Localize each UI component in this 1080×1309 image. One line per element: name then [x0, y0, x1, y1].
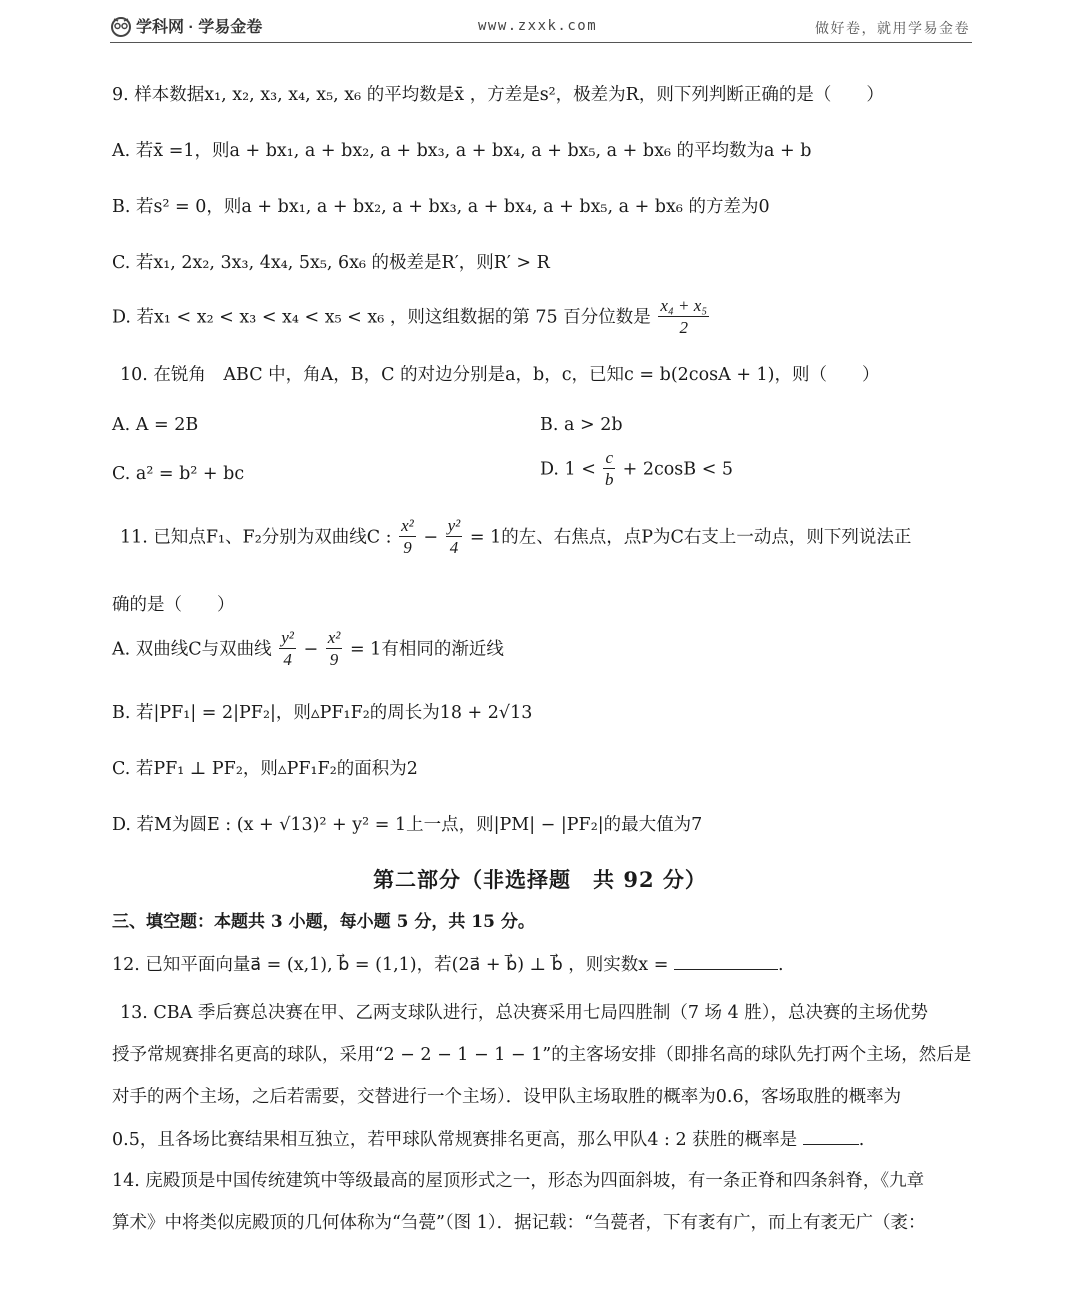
q9-stem: 9. 样本数据x₁, x₂, x₃, x₄, x₅, x₆ 的平均数是x̄ ，方差是s²，极差为R，则下列判断正确的是（ ）	[112, 85, 884, 105]
q11-frac-1	[399, 516, 416, 559]
site-url[interactable]: www.zxxk.com	[478, 18, 598, 34]
q9-d-fraction	[658, 296, 709, 339]
brand-text: 学科网 · 学易金卷	[136, 19, 263, 36]
q12-answer-blank[interactable]	[674, 951, 778, 970]
q10-option-a: A. A = 2B	[112, 415, 199, 435]
q13-line-4-text: 0.5，且各场比赛结果相互独立，若甲球队常规赛排名更高，那么甲队4 : 2 获胜的概率是	[112, 1130, 798, 1150]
q13-line-4	[112, 1126, 864, 1153]
q12-end: .	[777, 955, 784, 975]
q11-a-frac-2-den: 9	[329, 650, 339, 669]
q11-a-frac-1-num: y²	[281, 628, 294, 647]
q11-frac-2-den: 4	[449, 538, 459, 557]
q11-a-frac-2	[326, 628, 343, 671]
q11-stem	[120, 516, 911, 559]
q10-option-c: C. a² = b² + bc	[112, 464, 245, 484]
q11-a-suffix: = 1有相同的渐近线	[349, 639, 504, 660]
q11-minus: −	[423, 527, 439, 548]
q10-d-prefix: D. 1 <	[540, 459, 596, 480]
brand	[110, 14, 262, 37]
q14-line-2: 算术》中将类似庑殿顶的几何体称为“刍甍”（图 1）．据记载：“刍甍者，下有袤有广，而上有袤无广（袤：	[112, 1213, 926, 1233]
slogan: 做好卷，就用学易金卷	[815, 20, 970, 36]
q10-d-suffix: + 2cosB < 5	[622, 459, 734, 480]
q13-answer-blank[interactable]	[803, 1126, 859, 1145]
q10-option-b: B. a > 2b	[540, 415, 623, 435]
q12-text: 12. 已知平面向量a⃗ = (x,1), b⃗ = (1,1)，若(2a⃗ + b⃗) ⊥ b⃗ ，则实数x =	[112, 955, 669, 975]
q11-stem-suffix: = 1的左、右焦点，点P为C右支上一动点，则下列说法正	[469, 527, 912, 548]
q10-option-d	[540, 448, 733, 491]
q12	[112, 951, 784, 978]
q14-line-1: 14. 庑殿顶是中国传统建筑中等级最高的屋顶形式之一，形态为四面斜坡，有一条正脊和四条斜脊，《九章	[112, 1171, 925, 1191]
q11-option-d: D. 若M为圆E : (x + √13)² + y² = 1上一点，则|PM| − |PF₂|的最大值为7	[112, 815, 703, 835]
q10-d-num: c	[605, 448, 614, 467]
q13-end: .	[858, 1130, 865, 1150]
q13-line-2: 授予常规赛排名更高的球队，采用“2 − 2 − 1 − 1 − 1”的主客场安排（即排名高的球队先打两个主场，然后是	[112, 1045, 972, 1065]
q11-stem-prefix: 11. 已知点F₁、F₂分别为双曲线C :	[120, 527, 392, 548]
q9-d-den: 2	[679, 318, 689, 337]
q9-option-d	[112, 296, 711, 339]
owl-logo-icon	[110, 15, 132, 37]
q9-d-num: x₄ + x₅	[660, 296, 708, 315]
q10-stem: 10. 在锐角 ABC 中，角A，B，C 的对边分别是a，b，c，已知c = b(2cosA + 1)，则（ ）	[120, 365, 880, 385]
q13-line-1: 13. CBA 季后赛总决赛在甲、乙两支球队进行，总决赛采用七局四胜制（7 场 4 胜），总决赛的主场优势	[120, 1003, 929, 1023]
q11-a-minus: −	[303, 639, 319, 660]
q11-frac-2-num: y²	[447, 516, 461, 535]
q9-d-text: D. 若x₁ < x₂ < x₃ < x₄ < x₅ < x₆ ，则这组数据的第 75 百分位数是	[112, 307, 651, 328]
q11-option-b: B. 若|PF₁| = 2|PF₂|，则▵PF₁F₂的周长为18 + 2√13	[112, 703, 533, 723]
q11-frac-1-den: 9	[403, 538, 412, 557]
q10-d-den: b	[605, 470, 614, 489]
q11-a-frac-2-num: x²	[327, 628, 341, 647]
q11-stem-cont: 确的是（ ）	[112, 595, 235, 615]
q10-d-fraction	[603, 448, 615, 491]
q11-a-frac-1-den: 4	[283, 650, 292, 669]
q11-a-prefix: A. 双曲线C与双曲线	[112, 639, 272, 660]
page-header	[110, 12, 972, 43]
q11-option-a	[112, 628, 504, 671]
q11-option-c: C. 若PF₁ ⊥ PF₂，则▵PF₁F₂的面积为2	[112, 759, 418, 779]
part2-title: 第二部分（非选择题 共 92 分）	[373, 867, 707, 892]
q13-line-3: 对手的两个主场，之后若需要，交替进行一个主场）．设甲队主场取胜的概率为0.6，客场取胜的概率为	[112, 1087, 902, 1107]
q9-option-b: B. 若s² = 0，则a + bx₁, a + bx₂, a + bx₃, a + bx₄, a + bx₅, a + bx₆ 的方差为0	[112, 197, 770, 217]
q9-option-c: C. 若x₁, 2x₂, 3x₃, 4x₄, 5x₅, 6x₆ 的极差是R′，则R′ > R	[112, 253, 550, 273]
q11-frac-2	[446, 516, 463, 559]
q11-a-frac-1	[279, 628, 296, 671]
q11-frac-1-num: x²	[401, 516, 414, 535]
section3-heading: 三、填空题：本题共 3 小题，每小题 5 分，共 15 分。	[112, 912, 535, 932]
q9-option-a: A. 若x̄ =1，则a + bx₁, a + bx₂, a + bx₃, a + bx₄, a + bx₅, a + bx₆ 的平均数为a + b	[112, 141, 812, 161]
